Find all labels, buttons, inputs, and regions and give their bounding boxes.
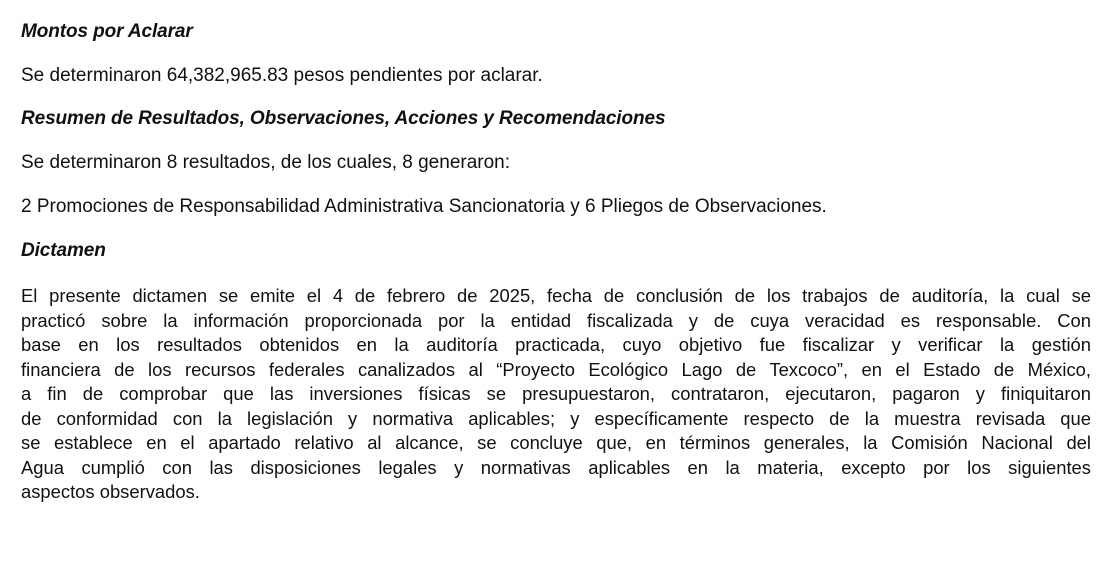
heading-montos-por-aclarar: Montos por Aclarar [21,21,193,42]
text-montos: Se determinaron 64,382,965.83 pesos pendientes por aclarar. [21,65,543,86]
dictamen-paragraph [21,284,1091,505]
text-resumen-acciones: 2 Promociones de Responsabilidad Administrativa Sancionatoria y 6 Pliegos de Observaciones. [21,196,827,217]
dictamen-line: aspectos observados. [21,481,200,502]
dictamen-line: de conformidad con la legislación y normativa aplicables; y específicamente respecto de la muestra revisada que [21,407,1091,429]
heading-dictamen: Dictamen [21,240,106,261]
dictamen-line: se establece en el apartado relativo al alcance, se concluye que, en términos generales, la Comisión Nacional del [21,432,1091,453]
dictamen-line: practicó sobre la información proporcionada por la entidad fiscalizada y de cuya veracidad es responsable. Con [21,309,1091,331]
heading-resumen-resultados: Resumen de Resultados, Observaciones, Acciones y Recomendaciones [21,108,666,129]
dictamen-line: Agua cumplió con las disposiciones legales y normativas aplicables en la materia, excepto por los siguientes [21,456,1091,478]
dictamen-line: financiera de los recursos federales canalizados al “Proyecto Ecológico Lago de Texcoco”, en el Estado de México, [21,358,1091,380]
text-resumen-resultados: Se determinaron 8 resultados, de los cuales, 8 generaron: [21,152,511,173]
dictamen-line: base en los resultados obtenidos en la auditoría practicada, cuyo objetivo fue fiscalizar y verificar la gestión [21,334,1091,355]
dictamen-line: El presente dictamen se emite el 4 de febrero de 2025, fecha de conclusión de los trabajos de auditoría, la cual se [21,285,1091,306]
dictamen-line: a fin de comprobar que las inversiones físicas se presupuestaron, contrataron, ejecutaron, pagaron y finiquitaron [21,383,1091,404]
